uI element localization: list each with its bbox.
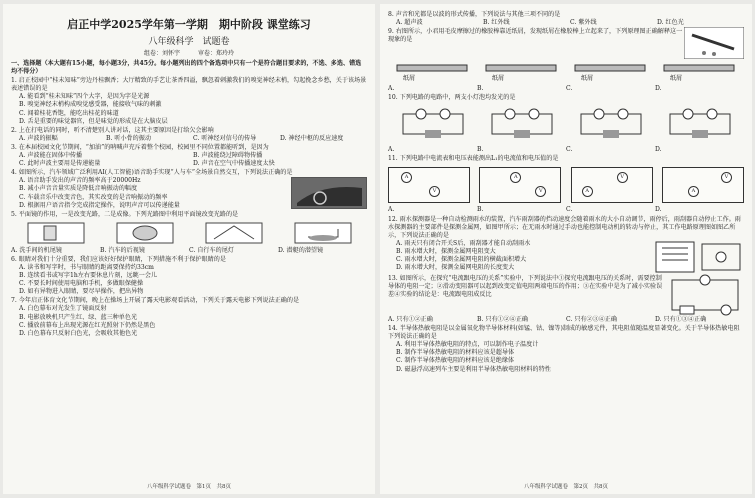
q3-options — [11, 152, 367, 168]
q14-option-a: A. 利用半导体热敏电阻的特点，可以制作电子温度计 — [396, 341, 539, 349]
svg-text:纸屑: 纸屑 — [669, 75, 682, 83]
ammeter-icon: A — [582, 186, 593, 197]
q9-option-a: A. — [388, 85, 395, 93]
meter-circuit-a — [388, 167, 470, 203]
page-footer-right: 八年级科学试题卷 第2页 共8页 — [524, 484, 608, 490]
q11-figures — [388, 167, 744, 203]
question-8: 8. 声音和光都是以波的形式传播，下列说法与其他三项不同的是 — [388, 11, 561, 18]
question-7: 7. 今年启正体育文化节期间，晚上在操场上开展了露天电影观看活动，下列关于露天电影下列说法正确的是 — [11, 297, 300, 305]
q7-option-c: C. 播放前幕布上出现光源在红光照射下仍然是黑色 — [19, 321, 156, 329]
question-3: 3. 在本届校园文化节期间，“加油”的呐喊声充斥着整个校园，校园里不同位置都能听到，是因为 — [11, 143, 269, 151]
q9-option-c: C. — [566, 85, 573, 93]
q3-option-b: B. 声波能绕过障碍物传播 — [193, 152, 263, 160]
ammeter-icon: A — [401, 172, 412, 183]
q9-option-b: B. — [477, 85, 484, 93]
q1-option-c: C. 闻着桂花香饱，能吃出桂花的味道 — [19, 109, 119, 117]
q12-options — [388, 240, 654, 274]
q2-option-a: A. 声波的振幅 — [19, 134, 58, 142]
figure-9a-icon — [395, 61, 471, 83]
q9-figures — [388, 61, 744, 83]
q6-option-b: B. 连续看书或写字1h左右要休息片刻，远眺一会儿 — [19, 272, 158, 280]
q12-option-d: D. 雨水增大时，探测金属网电阻的长度变大 — [396, 264, 515, 272]
rain-sensor-figure-icon — [654, 240, 744, 274]
car-dashboard-photo — [291, 177, 367, 209]
q10-figures — [388, 104, 744, 144]
q13-option-a: A. 只有①②正确 — [388, 315, 433, 323]
q13-block — [388, 274, 744, 316]
question-5: 5. 平面镜的作用，一是改变光路，二是成像。下列光路图中利用平面镜改变光路的是 — [11, 210, 239, 218]
page-left — [3, 4, 375, 494]
meter-circuit-c — [571, 167, 653, 203]
q14-option-c: C. 制作半导体热敏电阻的材料应该是绝缘体 — [396, 357, 515, 365]
voltmeter-icon: V — [429, 186, 440, 197]
figure-9c-icon — [573, 61, 649, 83]
q5-figures — [11, 221, 367, 245]
question-6: 6. 眼睛对我们十分重要，我们应该好好保护眼睛，下列措施不利于保护眼睛的是 — [11, 255, 226, 263]
q12-option-a: A. 雨天只有闭合开关S后，雨刮器才能自动刮雨水 — [396, 239, 531, 247]
question-13: 13. 如图所示，在探究“电流跟电压的关系”实验中，下列说法中①探究电流跟电压的关系时，需要控制导体的电阻一定；②滑动变阻器可以起到改变定值电阻两端电压的作用；③在实验中是为了减小实验误差④实验的结论是：电流跟电阻成反比 — [388, 274, 663, 299]
q6-option-d: D. 如有异物进入眼睛，要尽早操作，把出异物 — [19, 288, 144, 296]
svg-text:纸屑: 纸屑 — [580, 75, 593, 83]
figure-9d-icon — [662, 61, 738, 83]
rod-and-paper-icon — [684, 27, 744, 59]
q5-options — [11, 247, 367, 255]
figure-5b-icon — [115, 221, 175, 245]
ammeter-icon: A — [688, 186, 699, 197]
q1-option-a: A. 能看到“桂未知味”四个大字，是因为字是光源 — [19, 93, 150, 101]
q5-option-b: B. 汽车的后视镜 — [100, 246, 145, 254]
q10-option-d: D. — [655, 146, 662, 154]
q4-options — [11, 177, 291, 209]
svg-text:纸屑: 纸屑 — [491, 75, 504, 83]
q3-option-d: D. 声音在空气中传播速度太快 — [193, 160, 275, 168]
q4-option-d: D. 根据用户语音指令完成指定操作，说明声音可以传递能量 — [19, 201, 180, 209]
figure-5c-icon — [204, 221, 264, 245]
bulb-circuit-b-icon — [482, 104, 562, 144]
q3-option-a: A. 声波能在固体中传播 — [19, 152, 83, 160]
q6-option-a: A. 读书和写字时，书与眼睛的距离要保持约33cm — [19, 263, 154, 271]
question-4: 4. 如图所示，汽车领域广泛利用AI(人工智能)语音助手实现“人与车”全场景自然交互，下列说法正确的是 — [11, 169, 293, 177]
q8-option-b: B. 红外线 — [483, 19, 510, 27]
bulb-circuit-c-icon — [571, 104, 651, 144]
q13-option-c: C. 只有②③④正确 — [566, 315, 617, 323]
exam-subtitle: 八年级科学 试题卷 — [148, 37, 230, 47]
q2-option-d: D. 神经中枢的反应速度 — [280, 134, 344, 142]
page-right — [380, 4, 752, 494]
q12-option-c: C. 雨水增大时，探测金属网电阻的横截面积增大 — [396, 256, 527, 264]
q3-option-c: C. 此时声波主要用是传递能量 — [19, 160, 101, 168]
q2-option-c: C. 听神经对信号的传导 — [193, 134, 257, 142]
q1-option-d: D. 舌是重要的味觉器官，但是味觉的形成是在大脑皮层 — [19, 117, 168, 125]
q7-option-a: A. 白色幕布对光发生了镜面反射 — [19, 305, 107, 313]
q2-options — [11, 135, 367, 143]
q11-options — [388, 206, 744, 214]
q14-option-b: B. 制作半导体热敏电阻的材料应该是超导体 — [396, 349, 515, 357]
q4-option-a: A. 语音助手发出的声音的频率高于20000Hz — [19, 177, 141, 185]
page-footer-left: 八年级科学试题卷 第1页 共8页 — [147, 484, 231, 490]
figure-9b-icon — [484, 61, 560, 83]
question-9: 9. 右图所示，小君用毛皮摩擦过的橡胶棒靠近纸屑，发现纸屑在橡胶棒上立起来了，下列原理图正确解释这一现象的是 — [388, 28, 683, 44]
q8-option-d: D. 红色光 — [657, 19, 684, 27]
bulb-circuit-d-icon — [660, 104, 740, 144]
q10-option-a: A. — [388, 146, 395, 154]
question-2: 2. 上在打电话的同时，听不清楚别人讲对话，这其主要原因是打给欠会影响 — [11, 126, 214, 134]
q9-options — [388, 85, 744, 93]
q2-option-b: B. 听小骨的振动 — [106, 134, 151, 142]
q11-option-a: A. — [388, 205, 395, 213]
figure-5a-icon — [26, 221, 86, 245]
q1-option-b: B. 嗅觉神经末梢构成嗅觉感受器，能接收气味的刺激 — [19, 101, 162, 109]
q7-option-b: B. 电影放映机只产生红、绿、蓝三种单色光 — [19, 313, 138, 321]
question-11: 11. 下列电路中电流表和电压表能测出L₁的电流值和电压值的是 — [388, 155, 559, 163]
voltmeter-icon: V — [535, 186, 546, 197]
q8-option-a: A. 超声波 — [396, 19, 423, 27]
q11-option-d: D. — [655, 205, 662, 213]
experiment-circuit-icon — [666, 274, 744, 316]
q13-option-b: B. 只有①②④正确 — [477, 315, 529, 323]
q10-options — [388, 146, 744, 154]
q13-options — [388, 316, 744, 324]
q8-options — [388, 19, 744, 27]
q12-block — [388, 240, 744, 274]
q5-option-c: C. 自行车的尾灯 — [189, 246, 234, 254]
q6-option-c: C. 不要长时间使用电脑和手机，多做眼保健操 — [19, 280, 144, 288]
q8-option-c: C. 紫外线 — [570, 19, 597, 27]
q10-option-b: B. — [477, 146, 484, 154]
q5-option-a: A. 洗手间的机尾镜 — [11, 246, 62, 254]
q7-option-d: D. 白色幕布只反射白色光，会吸收其他色光 — [19, 329, 138, 337]
q5-option-d: D. 潜艇的潜望镜 — [278, 246, 324, 254]
bulb-circuit-a-icon — [393, 104, 473, 144]
q11-option-c: C. — [566, 205, 573, 213]
svg-text:纸屑: 纸屑 — [402, 75, 415, 83]
ammeter-icon: A — [510, 172, 521, 183]
q13-option-d: D. 只有①③④正确 — [655, 315, 707, 323]
q11-option-b: B. — [477, 205, 484, 213]
q4-option-c: C. 车载音乐中改变音色，其实改变的是音响振动的频率 — [19, 193, 168, 201]
car-interior-illustration — [292, 178, 366, 208]
q12-option-b: B. 雨水增大时，探测金属网电阻变大 — [396, 248, 496, 256]
q4-block — [11, 177, 367, 209]
question-10: 10. 下列电路的电路中，两支小灯泡均发光的是 — [388, 94, 516, 102]
exam-title: 启正中学2025学年第一学期 期中阶段 课堂练习 — [67, 18, 311, 31]
q9-block — [388, 27, 744, 59]
q4-option-b: B. 减小声音音量实质是降低音响振动的幅度 — [19, 185, 138, 193]
question-14: 14. 半导体热敏电阻是以金属氧化物半导体材料(如锰、钴、镍等)制成的敏感元件，其电阻值随温度显著变化。关于半导体热敏电阻下列说法正确的是 — [388, 325, 740, 341]
voltmeter-icon: V — [617, 172, 628, 183]
meter-circuit-b — [479, 167, 561, 203]
figure-5d-icon — [293, 221, 353, 245]
question-1: 1. 启正校园中“桂未知味”旁边丹桂飘香；大厅精致的手艺让茶香四溢，飘忽着刺激我们的嗅觉神经末梢，勾起挽念乡愁，关于该场景表述错误的是 — [11, 77, 367, 93]
meter-circuit-d — [662, 167, 744, 203]
q9-option-d: D. — [655, 85, 662, 93]
q10-option-c: C. — [566, 146, 573, 154]
exam-makers: 组卷：刘怀宇 审卷：郑玲玲 — [143, 50, 234, 57]
q14-option-d: D. 磁悬浮高速列车主要是利用半导体热敏电阻材料的特性 — [396, 365, 551, 373]
section-heading: 一、选择题（本大题有15小题，每小题3分，共45分。每小题列出的四个备选项中只有一个是符合题目要求的，不选、多选、错选均不得分） — [11, 60, 362, 76]
voltmeter-icon: V — [721, 172, 732, 183]
question-12: 12. 雨水探测器是一种自动检测雨水的装置，汽车雨刮器的挡动速度会随着雨水的大小自动调节，雨停后，雨刮器自动停止工作。雨水探测器的主要部件是探测金属网，如图甲所示；在无雨水时通过手动也能控制电动机的转动与停止，其工作电路原理图如图乙所示，下列说法正确的是 — [388, 215, 741, 239]
